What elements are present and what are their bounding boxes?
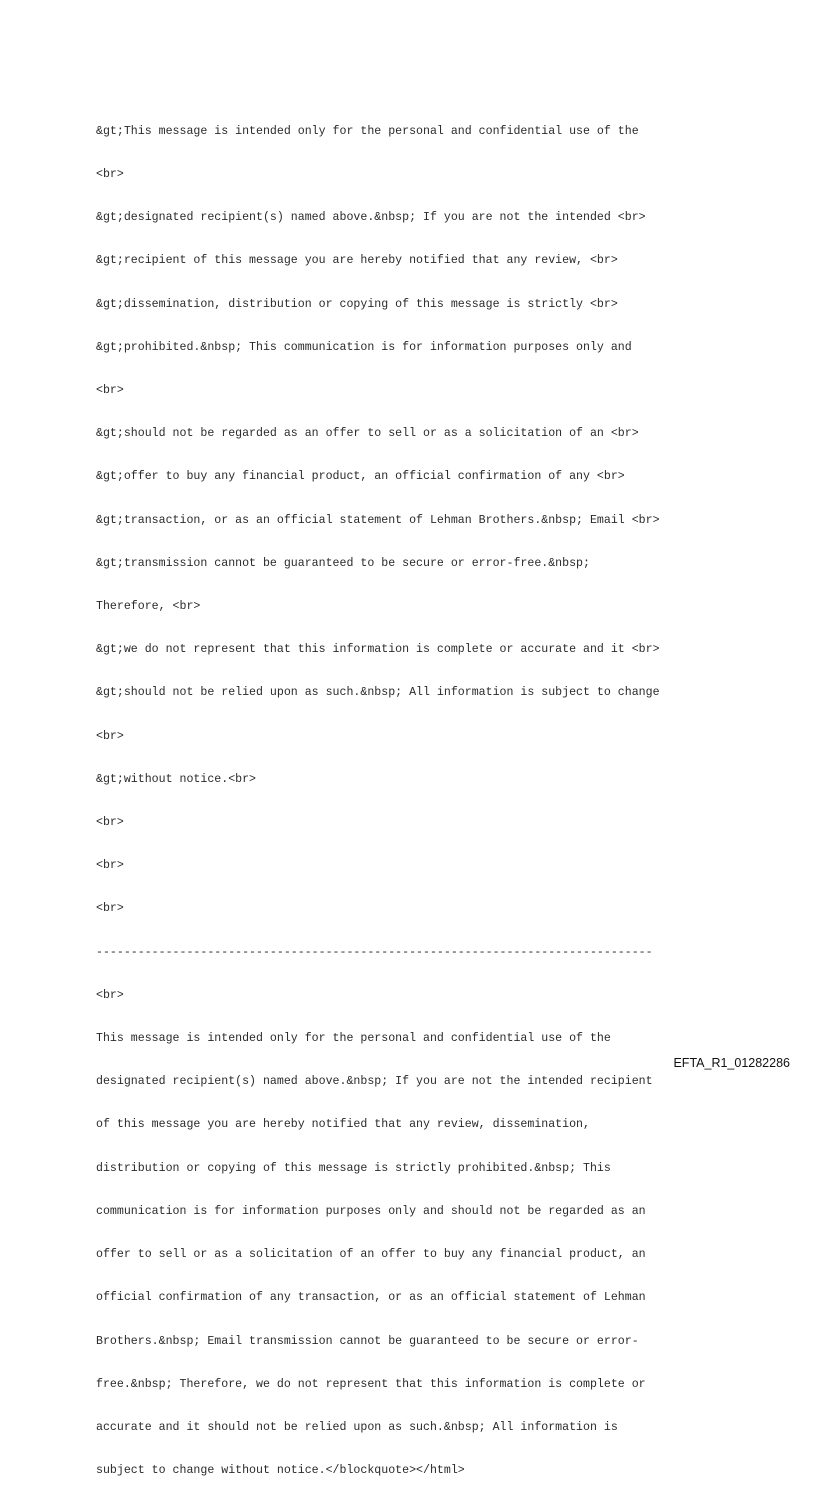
text-line: &gt;This message is intended only for the personal and confidential use of the [96,124,639,138]
text-line: accurate and it should not be relied upon as such.&nbsp; All information is [96,1420,618,1434]
text-line: designated recipient(s) named above.&nbsp; If you are not the intended recipient [96,1075,653,1089]
text-line: of this message you are hereby notified that any review, dissemination, [96,1118,590,1132]
text-line: communication is for information purposes only and should not be regarded as an [96,1204,646,1218]
text-line: <br> [96,816,124,830]
text-line: offer to sell or as a solicitation of an offer to buy any financial product, an [96,1248,646,1262]
text-line: Brothers.&nbsp; Email transmission cannot be guaranteed to be secure or error- [96,1334,639,1348]
text-line: &gt;without notice.<br> [96,772,257,786]
text-line: &gt;prohibited.&nbsp; This communication is for information purposes only and [96,340,632,354]
text-line: <br> [96,988,124,1002]
text-line: subject to change without notice.</blockquote></html> [96,1464,465,1478]
text-line: <br> [96,729,124,743]
document-id: EFTA_R1_01282286 [673,1056,790,1070]
text-line: &gt;we do not represent that this information is complete or accurate and it <br> [96,643,660,657]
text-line: &gt;offer to buy any financial product, an official confirmation of any <br> [96,470,625,484]
text-line: &gt;should not be regarded as an offer to sell or as a solicitation of an <br> [96,427,639,441]
text-line: &gt;designated recipient(s) named above.&nbsp; If you are not the intended <br> [96,211,646,225]
text-line: <br> [96,902,124,916]
document-body [96,96,660,1493]
text-line: &gt;should not be relied upon as such.&nbsp; All information is subject to change [96,686,660,700]
text-line: This message is intended only for the personal and confidential use of the [96,1032,611,1046]
text-line: official confirmation of any transaction, or as an official statement of Lehman [96,1291,646,1305]
text-line: Therefore, <br> [96,600,201,614]
text-line: <br> [96,168,124,182]
text-line: distribution or copying of this message is strictly prohibited.&nbsp; This [96,1161,611,1175]
text-line: free.&nbsp; Therefore, we do not represent that this information is complete or [96,1377,646,1391]
text-line: &gt;transmission cannot be guaranteed to be secure or error-free.&nbsp; [96,556,590,570]
text-line: &gt;transaction, or as an official statement of Lehman Brothers.&nbsp; Email <br> [96,513,660,527]
text-line: &gt;dissemination, distribution or copying of this message is strictly <br> [96,297,618,311]
text-line: <br> [96,384,124,398]
separator-line: -------------------------------------------------------------------------------- [96,945,653,959]
text-line: &gt;recipient of this message you are hereby notified that any review, <br> [96,254,618,268]
text-line: <br> [96,859,124,873]
